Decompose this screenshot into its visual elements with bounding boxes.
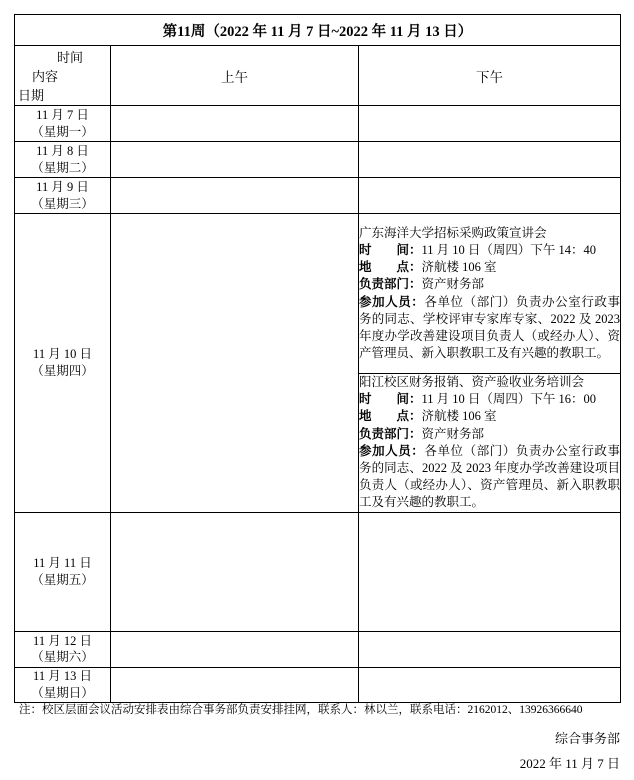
event-2-department-line	[359, 426, 620, 443]
afternoon-cell-friday	[359, 512, 621, 631]
event-2-place-value: 济航楼 106 室	[421, 409, 497, 424]
event-1-department-value: 资产财务部	[421, 277, 485, 292]
weekday-text: （星期六）	[31, 650, 94, 665]
corner-label-time: 时间	[57, 49, 84, 65]
date-text: 11 月 9 日	[36, 180, 89, 194]
weekday-text: （星期二）	[31, 160, 94, 175]
morning-cell-wednesday	[111, 178, 359, 214]
weekday-text: （星期三）	[31, 196, 94, 211]
event-1-participants-line	[359, 294, 620, 363]
column-header-morning: 上午	[111, 46, 359, 106]
event-2-department-value: 资产财务部	[421, 426, 485, 441]
table-row-tuesday	[15, 142, 621, 178]
date-cell-thursday	[15, 214, 111, 513]
table-row-monday	[15, 106, 621, 142]
table-row-sunday	[15, 667, 621, 702]
afternoon-event-cell-2	[359, 374, 621, 513]
event-2-place-label: 地 点：	[359, 409, 422, 424]
event-2-time-line	[359, 391, 620, 408]
morning-cell-thursday	[111, 214, 359, 513]
afternoon-cell-tuesday	[359, 142, 621, 178]
event-1-time-label: 时 间：	[359, 242, 422, 257]
event-1-participants-label: 参加人员：	[359, 294, 425, 309]
event-1-participants-value: 各单位（部门）负责办公室行政事务的同志、学校评审专家库专家、2022 及 2023 年度办学改善建设项目负责人（或经办人）、资产管理员、新入职教职工及有兴趣的教职工。	[359, 294, 620, 361]
morning-cell-monday	[111, 106, 359, 142]
date-text: 11 月 13 日	[33, 669, 92, 684]
morning-cell-tuesday	[111, 142, 359, 178]
afternoon-cell-monday	[359, 106, 621, 142]
afternoon-cell-wednesday	[359, 178, 621, 214]
weekday-text: （星期四）	[31, 363, 94, 378]
event-2-participants-label: 参加人员：	[359, 443, 425, 458]
event-1-place-label: 地 点：	[359, 260, 422, 275]
event-1-time-value: 11 月 10 日（周四）下午 14：40	[421, 242, 597, 257]
afternoon-cell-sunday	[359, 667, 621, 702]
weekday-text: （星期五）	[31, 572, 94, 587]
event-2-department-label: 负责部门：	[359, 426, 422, 441]
event-1-department-line	[359, 276, 620, 293]
table-row-thursday	[15, 214, 621, 374]
column-header-afternoon: 下午	[359, 46, 621, 106]
event-2-title: 阳江校区财务报销、资产验收业务培训会	[359, 375, 585, 389]
morning-cell-sunday	[111, 667, 359, 702]
signature-department: 综合事务部	[554, 731, 620, 746]
date-text: 11 月 11 日	[33, 556, 92, 571]
header-row	[15, 46, 621, 106]
date-text: 11 月 7 日	[36, 108, 89, 122]
event-1-title: 广东海洋大学招标采购政策宣讲会	[359, 225, 547, 240]
morning-cell-friday	[111, 512, 359, 631]
date-cell-friday	[15, 512, 111, 631]
event-2-participants-line	[359, 443, 620, 512]
weekly-schedule-table	[14, 14, 621, 703]
footnote: 注：校区层面会议活动安排表由综合事务部负责安排挂网，联系人：林以兰，联系电话：2162012、13926366640	[19, 704, 583, 716]
event-1-place-value: 济航楼 106 室	[421, 260, 497, 275]
event-2-time-value: 11 月 10 日（周四）下午 16：00	[421, 392, 597, 407]
title-row	[15, 15, 621, 46]
event-2-time-label: 时 间：	[359, 392, 422, 407]
event-2-participants-value: 各单位（部门）负责办公室行政事务的同志、2022 及 2023 年度办学改善建设项目负责人（或经办人）、资产管理员、新入职教职工及有兴趣的教职工。	[359, 443, 620, 510]
event-1-department-label: 负责部门：	[359, 277, 422, 292]
signature-date: 2022 年 11 月 7 日	[519, 756, 620, 771]
corner-label-date: 日期	[18, 87, 45, 103]
date-cell-sunday	[15, 667, 111, 702]
corner-label-content: 内容	[32, 68, 59, 84]
weekday-text: （星期日）	[31, 685, 94, 700]
event-2-place-line	[359, 408, 620, 425]
date-cell-monday	[15, 106, 111, 142]
table-row-saturday	[15, 631, 621, 667]
date-text: 11 月 10 日	[33, 347, 92, 362]
table-row-wednesday	[15, 178, 621, 214]
date-cell-tuesday	[15, 142, 111, 178]
morning-cell-saturday	[111, 631, 359, 667]
week-title: 第11周（2022 年 11 月 7 日~2022 年 11 月 13 日）	[15, 15, 621, 46]
event-1-time-line	[359, 242, 620, 259]
date-cell-saturday	[15, 631, 111, 667]
weekday-text: （星期一）	[31, 124, 94, 139]
date-cell-wednesday	[15, 178, 111, 214]
event-1-place-line	[359, 259, 620, 276]
corner-header-cell	[15, 46, 111, 106]
date-text: 11 月 8 日	[36, 144, 89, 158]
date-text: 11 月 12 日	[33, 633, 92, 648]
table-row-friday	[15, 512, 621, 631]
afternoon-cell-saturday	[359, 631, 621, 667]
afternoon-event-cell-1	[359, 214, 621, 374]
